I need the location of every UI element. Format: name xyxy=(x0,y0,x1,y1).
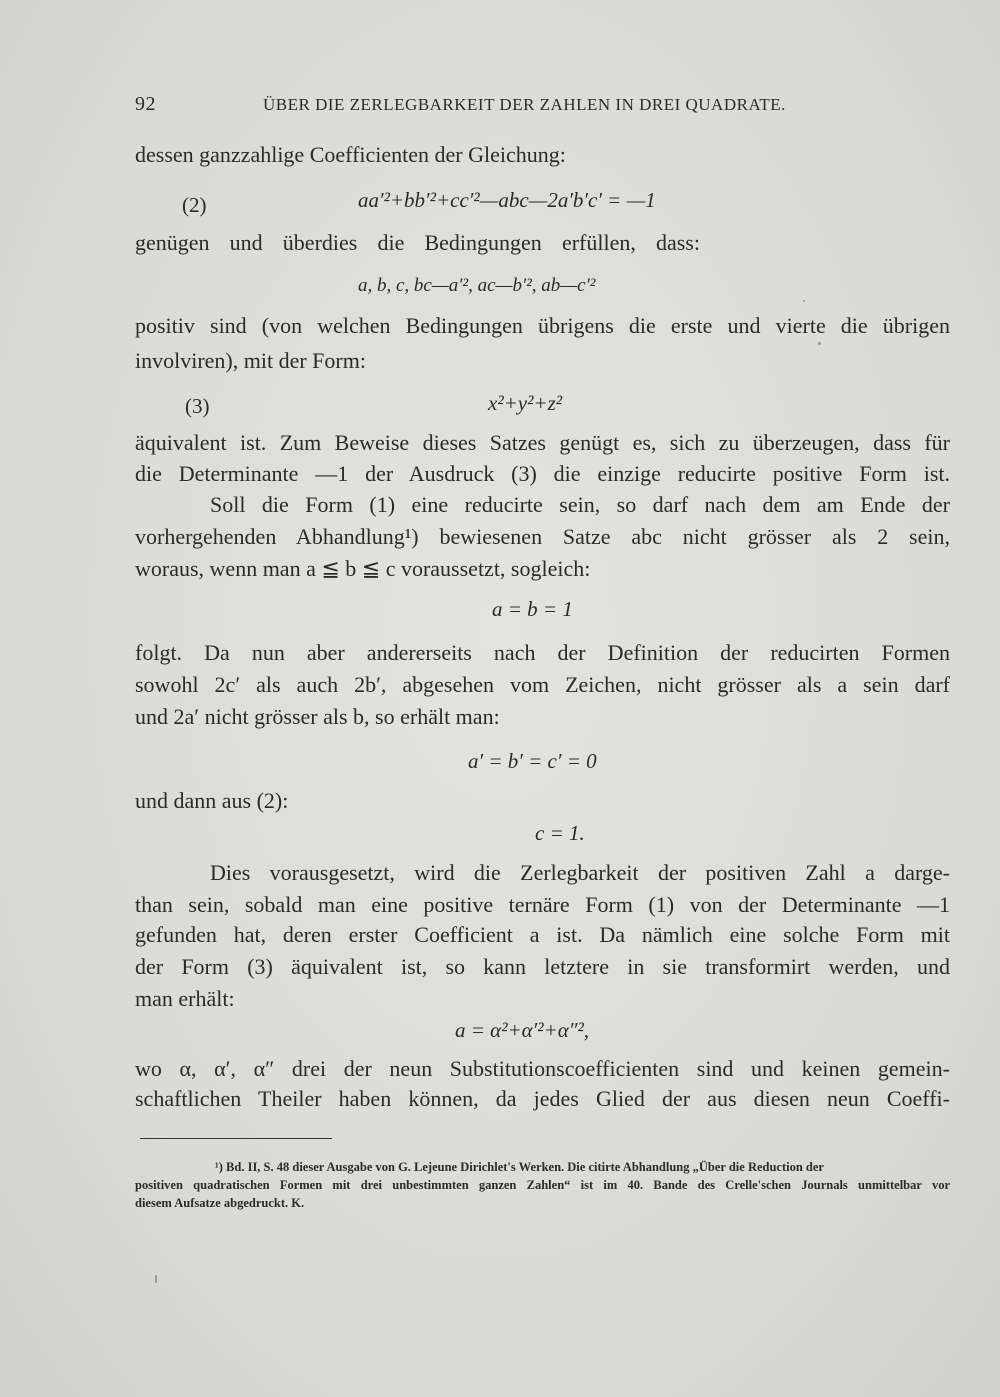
equation: x²+y²+z² xyxy=(488,391,563,415)
text-line: und dann aus (2): xyxy=(135,788,289,813)
page-number: 92 xyxy=(135,93,156,115)
text-line: genügen und überdies die Bedingungen erfüllen, dass: xyxy=(135,230,700,255)
equation-number: (2) xyxy=(182,193,207,217)
equation: c = 1. xyxy=(535,821,585,845)
text-line: wo α, α′, α″ drei der neun Substitutionscoefficienten sind und keinen gemein- xyxy=(135,1056,950,1081)
footnote-line: positiven quadratischen Formen mit drei unbestimmten ganzen Zahlen“ ist im 40. Bande des Crelle'schen Journals unmittelbar vor xyxy=(135,1178,950,1192)
equation: a = α²+α′²+α″², xyxy=(455,1018,590,1042)
text-line: woraus, wenn man a ≦ b ≦ c voraussetzt, sogleich: xyxy=(135,556,591,581)
equation-number: (3) xyxy=(185,394,210,418)
text-line: schaftlichen Theiler haben können, da jedes Glied der aus diesen neun Coeffi- xyxy=(135,1086,950,1111)
text-line: der Form (3) äquivalent ist, so kann letztere in sie transformirt werden, und xyxy=(135,954,950,979)
equation: a′ = b′ = c′ = 0 xyxy=(468,749,597,773)
text-line: involviren), mit der Form: xyxy=(135,348,366,373)
equation: a = b = 1 xyxy=(492,597,573,621)
text-line: gefunden hat, deren erster Coefficient a ist. Da nämlich eine solche Form mit xyxy=(135,922,950,947)
running-title: ÜBER DIE ZERLEGBARKEIT DER ZAHLEN IN DREI QUADRATE. xyxy=(263,95,786,114)
text-line: äquivalent ist. Zum Beweise dieses Satzes genügt es, sich zu überzeugen, dass für xyxy=(135,430,950,455)
footnote-line: diesem Aufsatze abgedruckt. K. xyxy=(135,1196,305,1210)
text-line: vorhergehenden Abhandlung¹) bewiesenen Satze abc nicht grösser als 2 sein, xyxy=(135,524,950,549)
paper-speck xyxy=(155,1275,157,1283)
footnote-line: ¹) Bd. II, S. 48 dieser Ausgabe von G. Lejeune Dirichlet's Werken. Die citirte Abhandlung „Über die Reduction der xyxy=(215,1160,824,1174)
text-line: die Determinante —1 der Ausdruck (3) die einzige reducirte positive Form ist. xyxy=(135,461,950,486)
text-line: und 2a′ nicht grösser als b, so erhält man: xyxy=(135,704,500,729)
text-line: than sein, sobald man eine positive ternäre Form (1) von der Determinante —1 xyxy=(135,892,950,917)
text-line: Dies vorausgesetzt, wird die Zerlegbarkeit der positiven Zahl a darge- xyxy=(210,860,950,885)
text-line: positiv sind (von welchen Bedingungen übrigens die erste und vierte die übrigen xyxy=(135,313,950,338)
text-line: dessen ganzzahlige Coefficienten der Gleichung: xyxy=(135,142,566,167)
text-line: folgt. Da nun aber andererseits nach der Definition der reducirten Formen xyxy=(135,640,950,665)
text-line: Soll die Form (1) eine reducirte sein, so darf nach dem am Ende der xyxy=(210,492,950,517)
paper-speck xyxy=(818,342,821,345)
paper-speck xyxy=(803,300,805,302)
text-line: sowohl 2c′ als auch 2b′, abgesehen vom Zeichen, nicht grösser als a sein darf xyxy=(135,672,950,697)
equation: aa′²+bb′²+cc′²—abc—2a′b′c′ = —1 xyxy=(358,188,656,212)
equation: a, b, c, bc—a′², ac—b′², ab—c′² xyxy=(358,275,596,296)
text-line: man erhält: xyxy=(135,986,235,1011)
footnote-rule xyxy=(140,1138,332,1139)
